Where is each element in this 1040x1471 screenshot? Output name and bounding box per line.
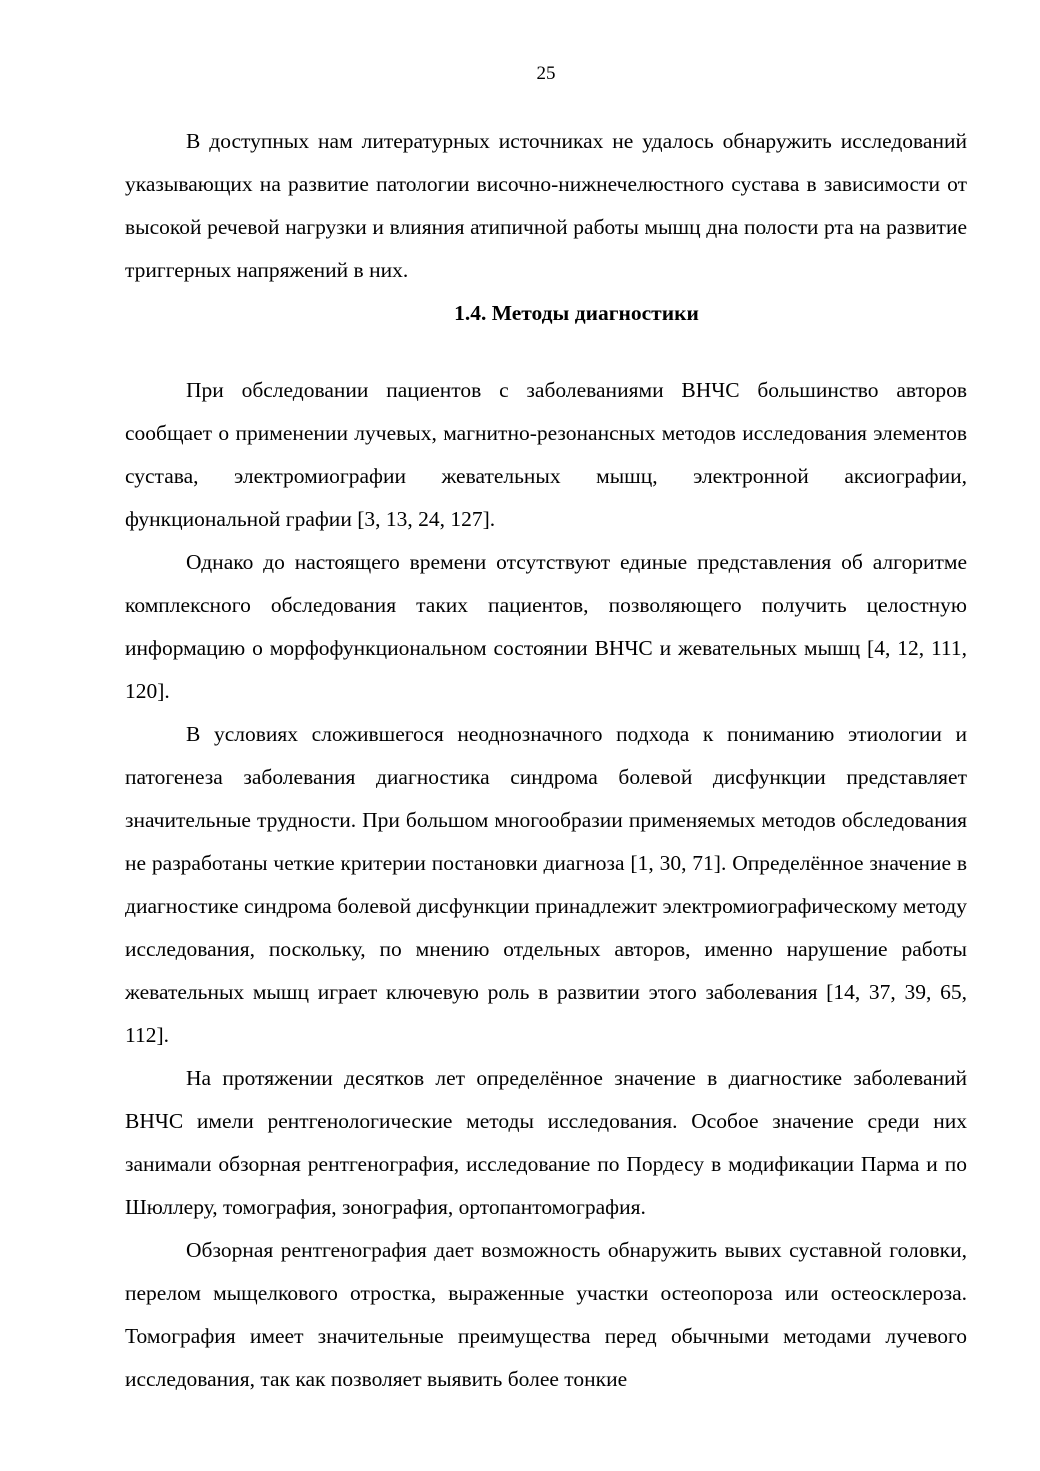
paragraph: В доступных нам литературных источниках не удалось обнаружить исследований указывающих на развитие патологии височно-нижнечелюстного сустава в зависимости от высокой речевой нагрузки и влияния атипичной работы мышц дна полости рта на развитие триггерных напряжений в них. xyxy=(125,129,967,282)
page-number: 25 xyxy=(536,63,556,84)
document-body xyxy=(125,120,967,1401)
paragraph: На протяжении десятков лет определённое значение в диагностике заболеваний ВНЧС имели рентгенологические методы исследования. Особое значение среди них занимали обзорная рентгенография, исследование по Пордесу в модификации Парма и по Шюллеру, томография, зонография, ортопантомография. xyxy=(125,1066,967,1219)
paragraph: Однако до настоящего времени отсутствуют единые представления об алгоритме комплексного обследования таких пациентов, позволяющего получить целостную информацию о морфофункциональном состоянии ВНЧС и жевательных мышц [4, 12, 111, 120]. xyxy=(125,550,967,703)
paragraph: В условиях сложившегося неоднозначного подхода к пониманию этиологии и патогенеза заболевания диагностика синдрома болевой дисфункции представляет значительные трудности. При большом многообразии применяемых методов обследования не разработаны четкие критерии постановки диагноза [1, 30, 71]. Определённое значение в диагностике синдрома болевой дисфункции принадлежит электромиографическому методу исследования, поскольку, по мнению отдельных авторов, именно нарушение работы жевательных мышц играет ключевую роль в развитии этого заболевания [14, 37, 39, 65, 112]. xyxy=(125,722,967,1047)
heading-spacer xyxy=(125,335,967,369)
paragraph: Обзорная рентгенография дает возможность обнаружить вывих суставной головки, перелом мыщелкового отростка, выраженные участки остеопороза или остеосклероза. Томография имеет значительные преимущества перед обычными методами лучевого исследования, так как позволяет выявить более тонкие xyxy=(125,1238,967,1391)
paragraph: При обследовании пациентов с заболеваниями ВНЧС большинство авторов сообщает о применении лучевых, магнитно-резонансных методов исследования элементов сустава, электромиографии жевательных мышц, электронной аксиографии, функциональной графии [3, 13, 24, 127]. xyxy=(125,378,967,531)
section-heading: 1.4. Методы диагностики xyxy=(454,301,699,325)
